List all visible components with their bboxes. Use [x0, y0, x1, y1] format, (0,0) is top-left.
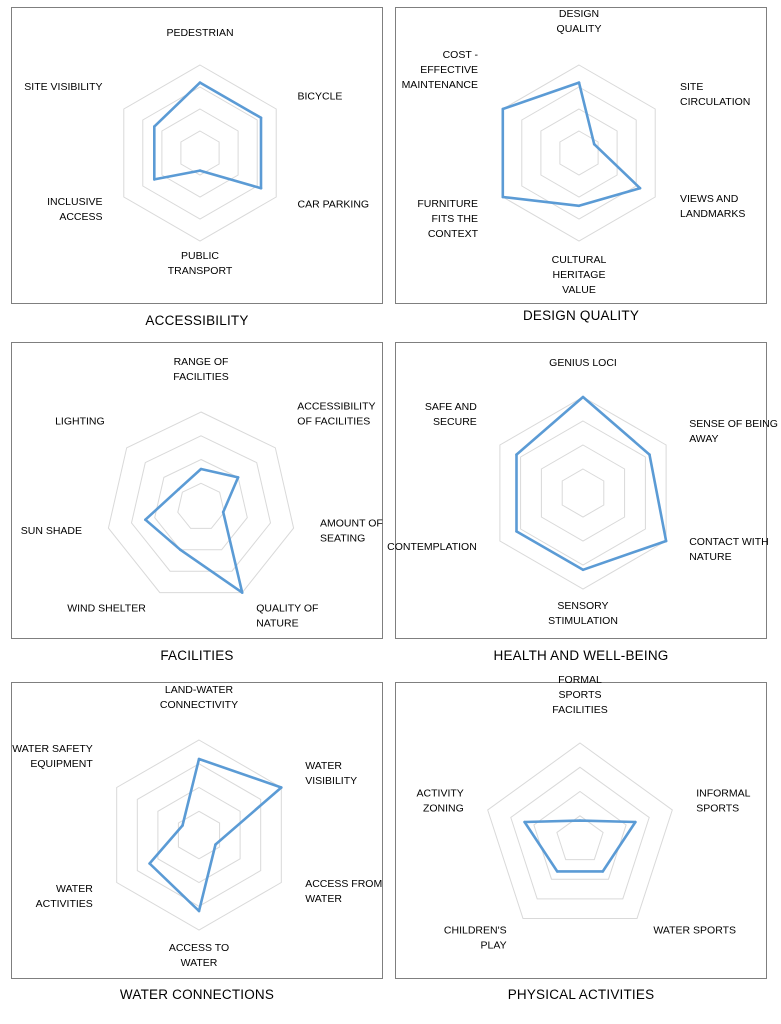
axis-label-sensory-stimulation: SENSORY STIMULATION	[548, 600, 618, 627]
grid-ring-2	[541, 445, 624, 541]
axis-label-amount-of-seating: AMOUNT OF SEATING	[320, 517, 383, 545]
grid-ring-4	[117, 740, 282, 930]
axis-label-informal-sports: INFORMAL SPORTS	[696, 787, 751, 815]
data-point-quality-of-nature	[241, 591, 244, 594]
data-point-site-circulation	[593, 143, 596, 146]
data-point-access-to-water	[198, 910, 201, 913]
data-point-safe-and-secure	[515, 453, 518, 456]
chart-caption-health-and-well-being: HEALTH AND WELL-BEING	[493, 648, 669, 663]
data-point-water-activities	[148, 862, 151, 865]
data-point-sense-of-being-away	[648, 453, 651, 456]
data-point-cost-effective-maintenance	[502, 108, 505, 111]
data-point-accessibility-of-facilities	[237, 476, 240, 479]
data-point-car-parking	[260, 187, 263, 190]
axis-label-site-visibility: SITE VISIBILITY	[24, 81, 103, 93]
chart-panel-water-connections	[11, 682, 383, 979]
chart-panel-facilities	[11, 342, 383, 639]
data-point-inclusive-access	[153, 178, 156, 181]
grid-ring-4	[124, 65, 276, 241]
data-point-informal-sports	[634, 821, 637, 824]
axis-label-genius-loci: GENIUS LOCI	[549, 357, 617, 369]
axis-label-views-and-landmarks: VIEWS AND LANDMARKS	[680, 193, 746, 220]
axis-label-water-visibility: WATER VISIBILITY	[305, 760, 358, 787]
chart-caption-accessibility: ACCESSIBILITY	[145, 313, 249, 328]
data-point-views-and-landmarks	[639, 187, 642, 190]
axis-label-cultural-heritage-value: CULTURAL HERITAGE VALUE	[551, 254, 607, 296]
axis-label-design-quality: DESIGN QUALITY	[556, 8, 602, 35]
data-point-genius-loci	[582, 396, 585, 399]
axis-label-sense-of-being-away: SENSE OF BEING AWAY	[689, 418, 778, 445]
axis-label-contemplation: CONTEMPLATION	[387, 541, 477, 553]
data-point-site-visibility	[153, 125, 156, 128]
axis-label-cost-effective-maintenance: COST -EFFECTIVE MAINTENANCE	[401, 49, 478, 91]
data-point-amount-of-seating	[222, 511, 225, 514]
grid-ring-2	[155, 460, 248, 550]
grid-ring-1	[557, 816, 603, 860]
data-point-children-s-play	[556, 870, 559, 873]
radar-chart-physical-activities	[396, 674, 768, 980]
data-point-water-safety-equipment	[181, 824, 184, 827]
axis-label-access-to-water: ACCESS TO WATER	[168, 942, 230, 969]
grid-ring-1	[181, 131, 219, 175]
axis-label-inclusive-access: INCLUSIVE ACCESS	[47, 196, 103, 223]
chart-panel-health-and-well-being	[387, 342, 778, 639]
axis-label-wind-shelter: WIND SHELTER	[67, 602, 146, 615]
grid-ring-3	[137, 764, 260, 907]
data-point-activity-zoning	[523, 821, 526, 824]
radar-chart-health-and-well-being	[387, 343, 778, 640]
axis-label-accessibility-of-facilities: ACCESSIBILITY OF FACILITIES	[297, 400, 376, 428]
chart-panel-physical-activities	[395, 674, 767, 979]
axis-label-lighting: LIGHTING	[55, 415, 105, 428]
grid-ring-1	[562, 469, 604, 517]
data-point-cultural-heritage-value	[578, 205, 581, 208]
data-point-water-visibility	[280, 786, 283, 789]
data-point-public-transport	[199, 169, 202, 172]
axis-label-car-parking: CAR PARKING	[297, 198, 370, 211]
chart-caption-water-connections: WATER CONNECTIONS	[119, 987, 275, 1002]
series-line	[145, 469, 242, 593]
radar-chart-design-quality	[396, 8, 768, 305]
data-point-wind-shelter	[179, 549, 182, 552]
grid-ring-1	[178, 483, 224, 528]
data-point-access-from-water	[214, 843, 217, 846]
data-point-water-sports	[602, 870, 605, 873]
data-point-design-quality	[578, 81, 581, 84]
chart-caption-facilities: FACILITIES	[160, 648, 234, 663]
data-point-pedestrian	[199, 81, 202, 84]
grid-ring-2	[162, 109, 238, 197]
axis-label-pedestrian: PEDESTRIAN	[166, 27, 234, 39]
data-point-lighting	[177, 488, 180, 491]
axis-label-furniture-fits-the-context: FURNITURE FITS THE CONTEXT	[417, 198, 478, 240]
axis-label-range-of-facilities: RANGE OF FACILITIES	[173, 356, 229, 383]
radar-chart-accessibility	[12, 8, 384, 305]
axis-label-children-s-play: CHILDREN'S PLAY	[443, 924, 507, 952]
data-point-formal-sports-facilities	[579, 819, 582, 822]
data-point-sensory-stimulation	[582, 569, 585, 572]
axis-label-water-sports: WATER SPORTS	[653, 924, 737, 937]
data-point-range-of-facilities	[200, 468, 203, 471]
grid-ring-4	[500, 397, 666, 589]
series-line	[150, 759, 282, 911]
grid-ring-3	[522, 87, 636, 219]
axis-label-activity-zoning: ACTIVITY ZONING	[416, 787, 464, 815]
data-point-sun-shade	[144, 518, 147, 521]
axis-label-water-activities: WATER ACTIVITIES	[35, 883, 93, 910]
data-point-contact-with-nature	[665, 540, 668, 543]
axis-label-access-from-water: ACCESS FROM WATER	[305, 878, 383, 905]
data-point-bicycle	[260, 117, 263, 120]
axis-label-quality-of-nature: QUALITY OF NATURE	[256, 602, 319, 630]
series-line	[525, 821, 636, 872]
axis-label-contact-with-nature: CONTACT WITH NATURE	[689, 536, 769, 563]
grid-ring-3	[132, 436, 271, 571]
axis-label-formal-sports-facilities: FORMAL SPORTS FACILITIES	[552, 674, 608, 716]
chart-caption-design-quality: DESIGN QUALITY	[522, 308, 640, 323]
grid-ring-2	[534, 792, 626, 880]
axis-label-water-safety-equipment: WATER SAFETY EQUIPMENT	[12, 743, 93, 770]
radar-chart-water-connections	[12, 683, 384, 980]
chart-panel-design-quality	[395, 7, 767, 304]
axis-label-sun-shade: SUN SHADE	[20, 524, 82, 537]
data-point-furniture-fits-the-context	[502, 196, 505, 199]
axis-label-safe-and-secure: SAFE AND SECURE	[424, 401, 477, 428]
axis-label-public-transport: PUBLIC TRANSPORT	[167, 250, 233, 277]
chart-panel-accessibility	[11, 7, 383, 304]
axis-label-site-circulation: SITE CIRCULATION	[680, 81, 751, 108]
grid-ring-2	[541, 109, 617, 197]
axis-label-land-water-connectivity: LAND-WATER CONNECTIVITY	[159, 684, 239, 711]
axis-label-bicycle: BICYCLE	[297, 90, 343, 103]
grid-ring-4	[503, 65, 655, 241]
chart-caption-physical-activities: PHYSICAL ACTIVITIES	[507, 987, 655, 1002]
data-point-contemplation	[515, 530, 518, 533]
data-point-land-water-connectivity	[198, 758, 201, 761]
radar-chart-facilities	[12, 343, 384, 640]
